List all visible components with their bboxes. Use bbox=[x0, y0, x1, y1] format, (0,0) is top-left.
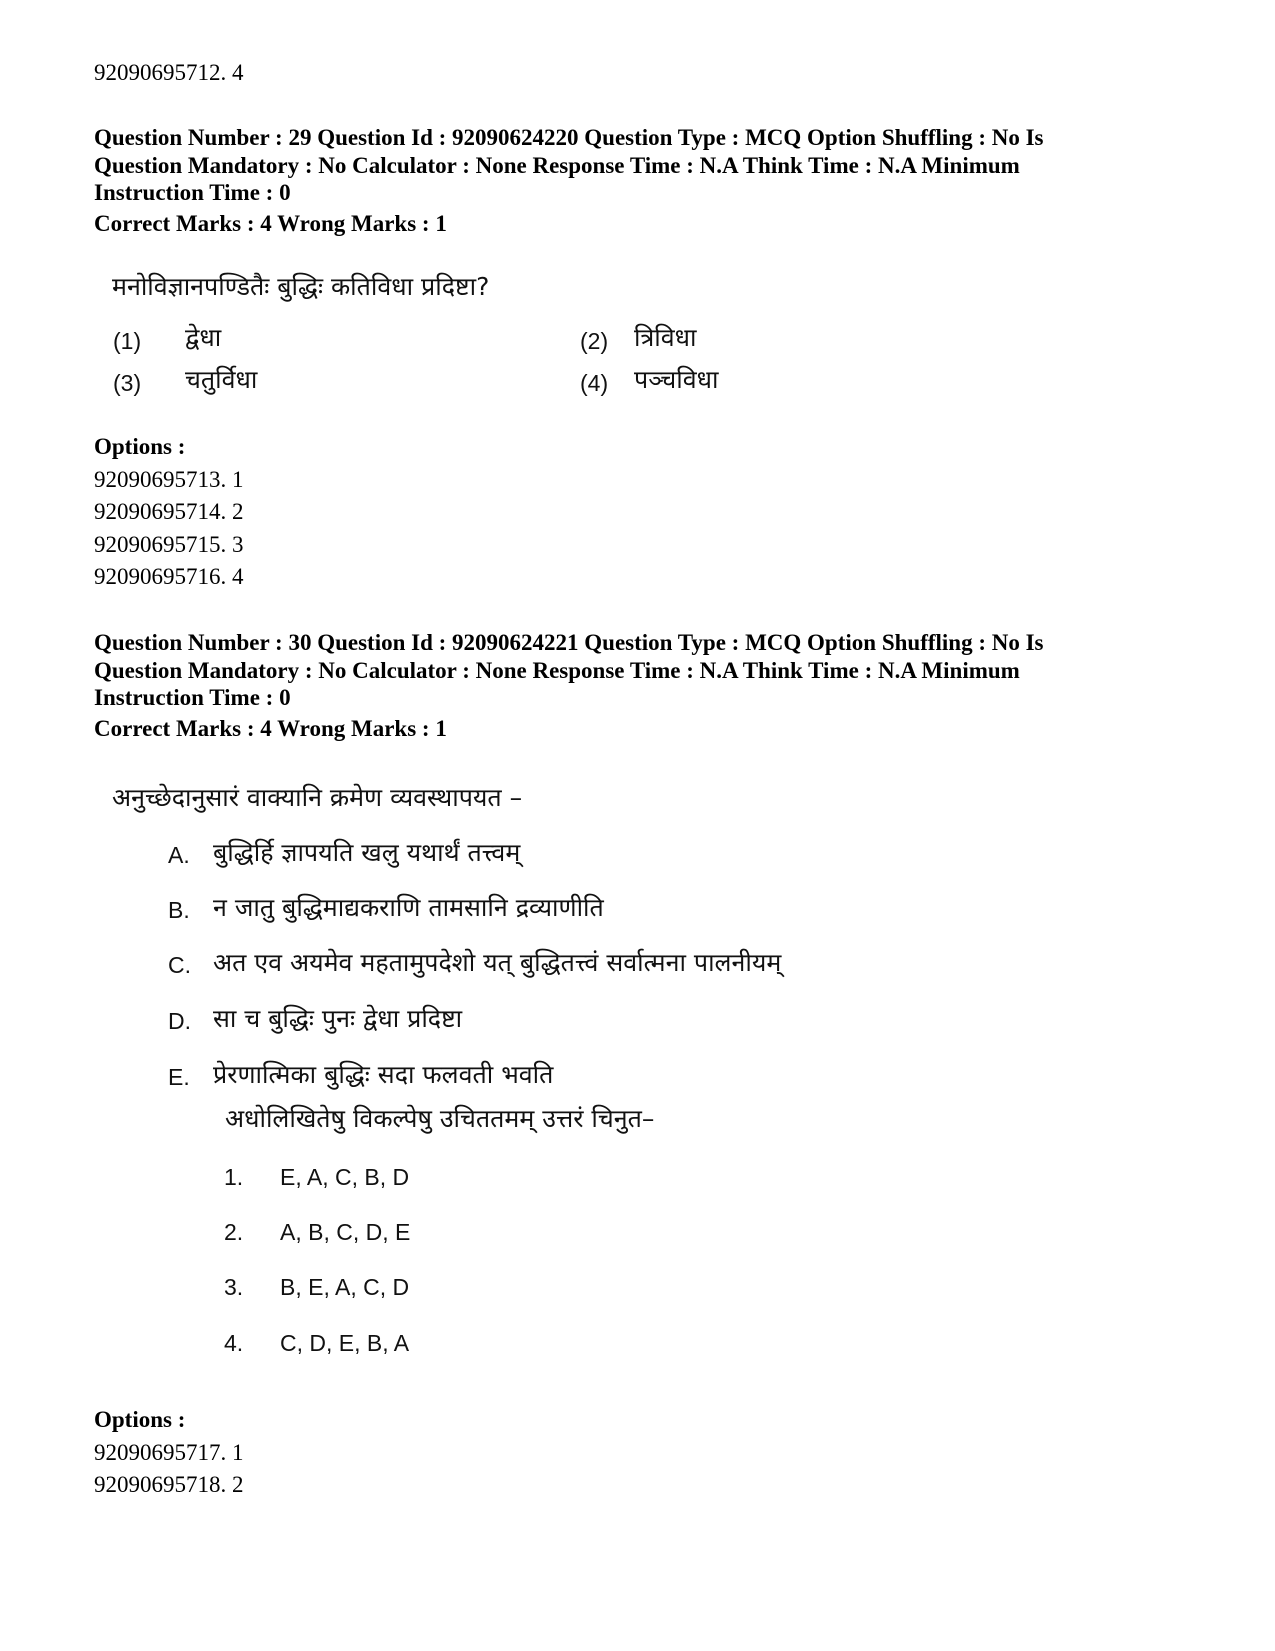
option-line: 92090695718. 2 bbox=[94, 1472, 244, 1497]
option-line: 92090695717. 1 bbox=[94, 1440, 244, 1465]
q30-choice-text: A, B, C, D, E bbox=[280, 1219, 411, 1245]
statement-text: सा च बुद्धिः पुनः द्वेधा प्रदिष्टा bbox=[213, 1004, 463, 1033]
options-heading: Options : bbox=[94, 1407, 186, 1432]
option-line: 92090695716. 4 bbox=[94, 564, 244, 589]
question-29-text: मनोविज्ञानपण्डितैः बुद्धिः कतिविधा प्रदिष्टा? bbox=[112, 272, 490, 301]
statement-text: अत एव अयमेव महतामुपदेशो यत् बुद्धितत्त्वं सर्वात्मना पालनीयम् bbox=[213, 948, 782, 977]
q29-choice-text: त्रिविधा bbox=[634, 323, 697, 352]
q30-choice-text: C, D, E, B, A bbox=[280, 1330, 410, 1356]
statement-letter: D. bbox=[168, 1008, 191, 1034]
statement-letter: B. bbox=[168, 897, 190, 923]
question-30-meta: Question Number : 30 Question Id : 92090624221 Question Type : MCQ Option Shuffling : No Is Question Mandatory : No Calculator : None Response Time : N.A Think Time : N.A Minimum Instruction Time : 0 bbox=[94, 630, 1044, 710]
option-line: 92090695715. 3 bbox=[94, 532, 244, 557]
q30-choice-text: E, A, C, B, D bbox=[280, 1164, 410, 1190]
q30-choice-number: 3. bbox=[224, 1274, 244, 1300]
statement-text: बुद्धिर्हि ज्ञापयति खलु यथार्थं तत्त्वम् bbox=[213, 838, 521, 867]
q29-choice-number: (3) bbox=[113, 370, 142, 396]
option-line: 92090695713. 1 bbox=[94, 467, 244, 492]
question-30-text: अनुच्छेदानुसारं वाक्यानि क्रमेण व्यवस्थापयत – bbox=[112, 783, 523, 812]
q30-choice-text: B, E, A, C, D bbox=[280, 1274, 410, 1300]
statement-text: न जातु बुद्धिमाद्यकराणि तामसानि द्रव्याणीति bbox=[213, 893, 604, 922]
question-30-marks: Correct Marks : 4 Wrong Marks : 1 bbox=[94, 716, 447, 741]
statement-letter: C. bbox=[168, 952, 191, 978]
statement-letter: E. bbox=[168, 1064, 190, 1090]
option-line: 92090695714. 2 bbox=[94, 499, 244, 524]
q30-choice-number: 2. bbox=[224, 1219, 244, 1245]
option-line: 92090695712. 4 bbox=[94, 60, 244, 85]
q30-choice-number: 1. bbox=[224, 1164, 244, 1190]
q30-choice-number: 4. bbox=[224, 1330, 244, 1356]
answer-instruction: अधोलिखितेषु विकल्पेषु उचिततमम् उत्तरं चिनुत– bbox=[225, 1104, 655, 1133]
q29-choice-text: पञ्चविधा bbox=[634, 365, 719, 394]
statement-text: प्रेरणात्मिका बुद्धिः सदा फलवती भवति bbox=[213, 1060, 554, 1089]
options-heading: Options : bbox=[94, 434, 186, 459]
q29-choice-text: द्वेधा bbox=[185, 323, 222, 352]
q29-choice-number: (2) bbox=[580, 328, 609, 354]
statement-letter: A. bbox=[168, 842, 190, 868]
q29-choice-text: चतुर्विधा bbox=[185, 365, 258, 394]
question-29-marks: Correct Marks : 4 Wrong Marks : 1 bbox=[94, 211, 447, 236]
question-29-meta: Question Number : 29 Question Id : 92090624220 Question Type : MCQ Option Shuffling : No Is Question Mandatory : No Calculator : None Response Time : N.A Think Time : N.A Minimum Instruction Time : 0 bbox=[94, 125, 1044, 205]
q29-choice-number: (1) bbox=[113, 328, 142, 354]
q29-choice-number: (4) bbox=[580, 370, 609, 396]
